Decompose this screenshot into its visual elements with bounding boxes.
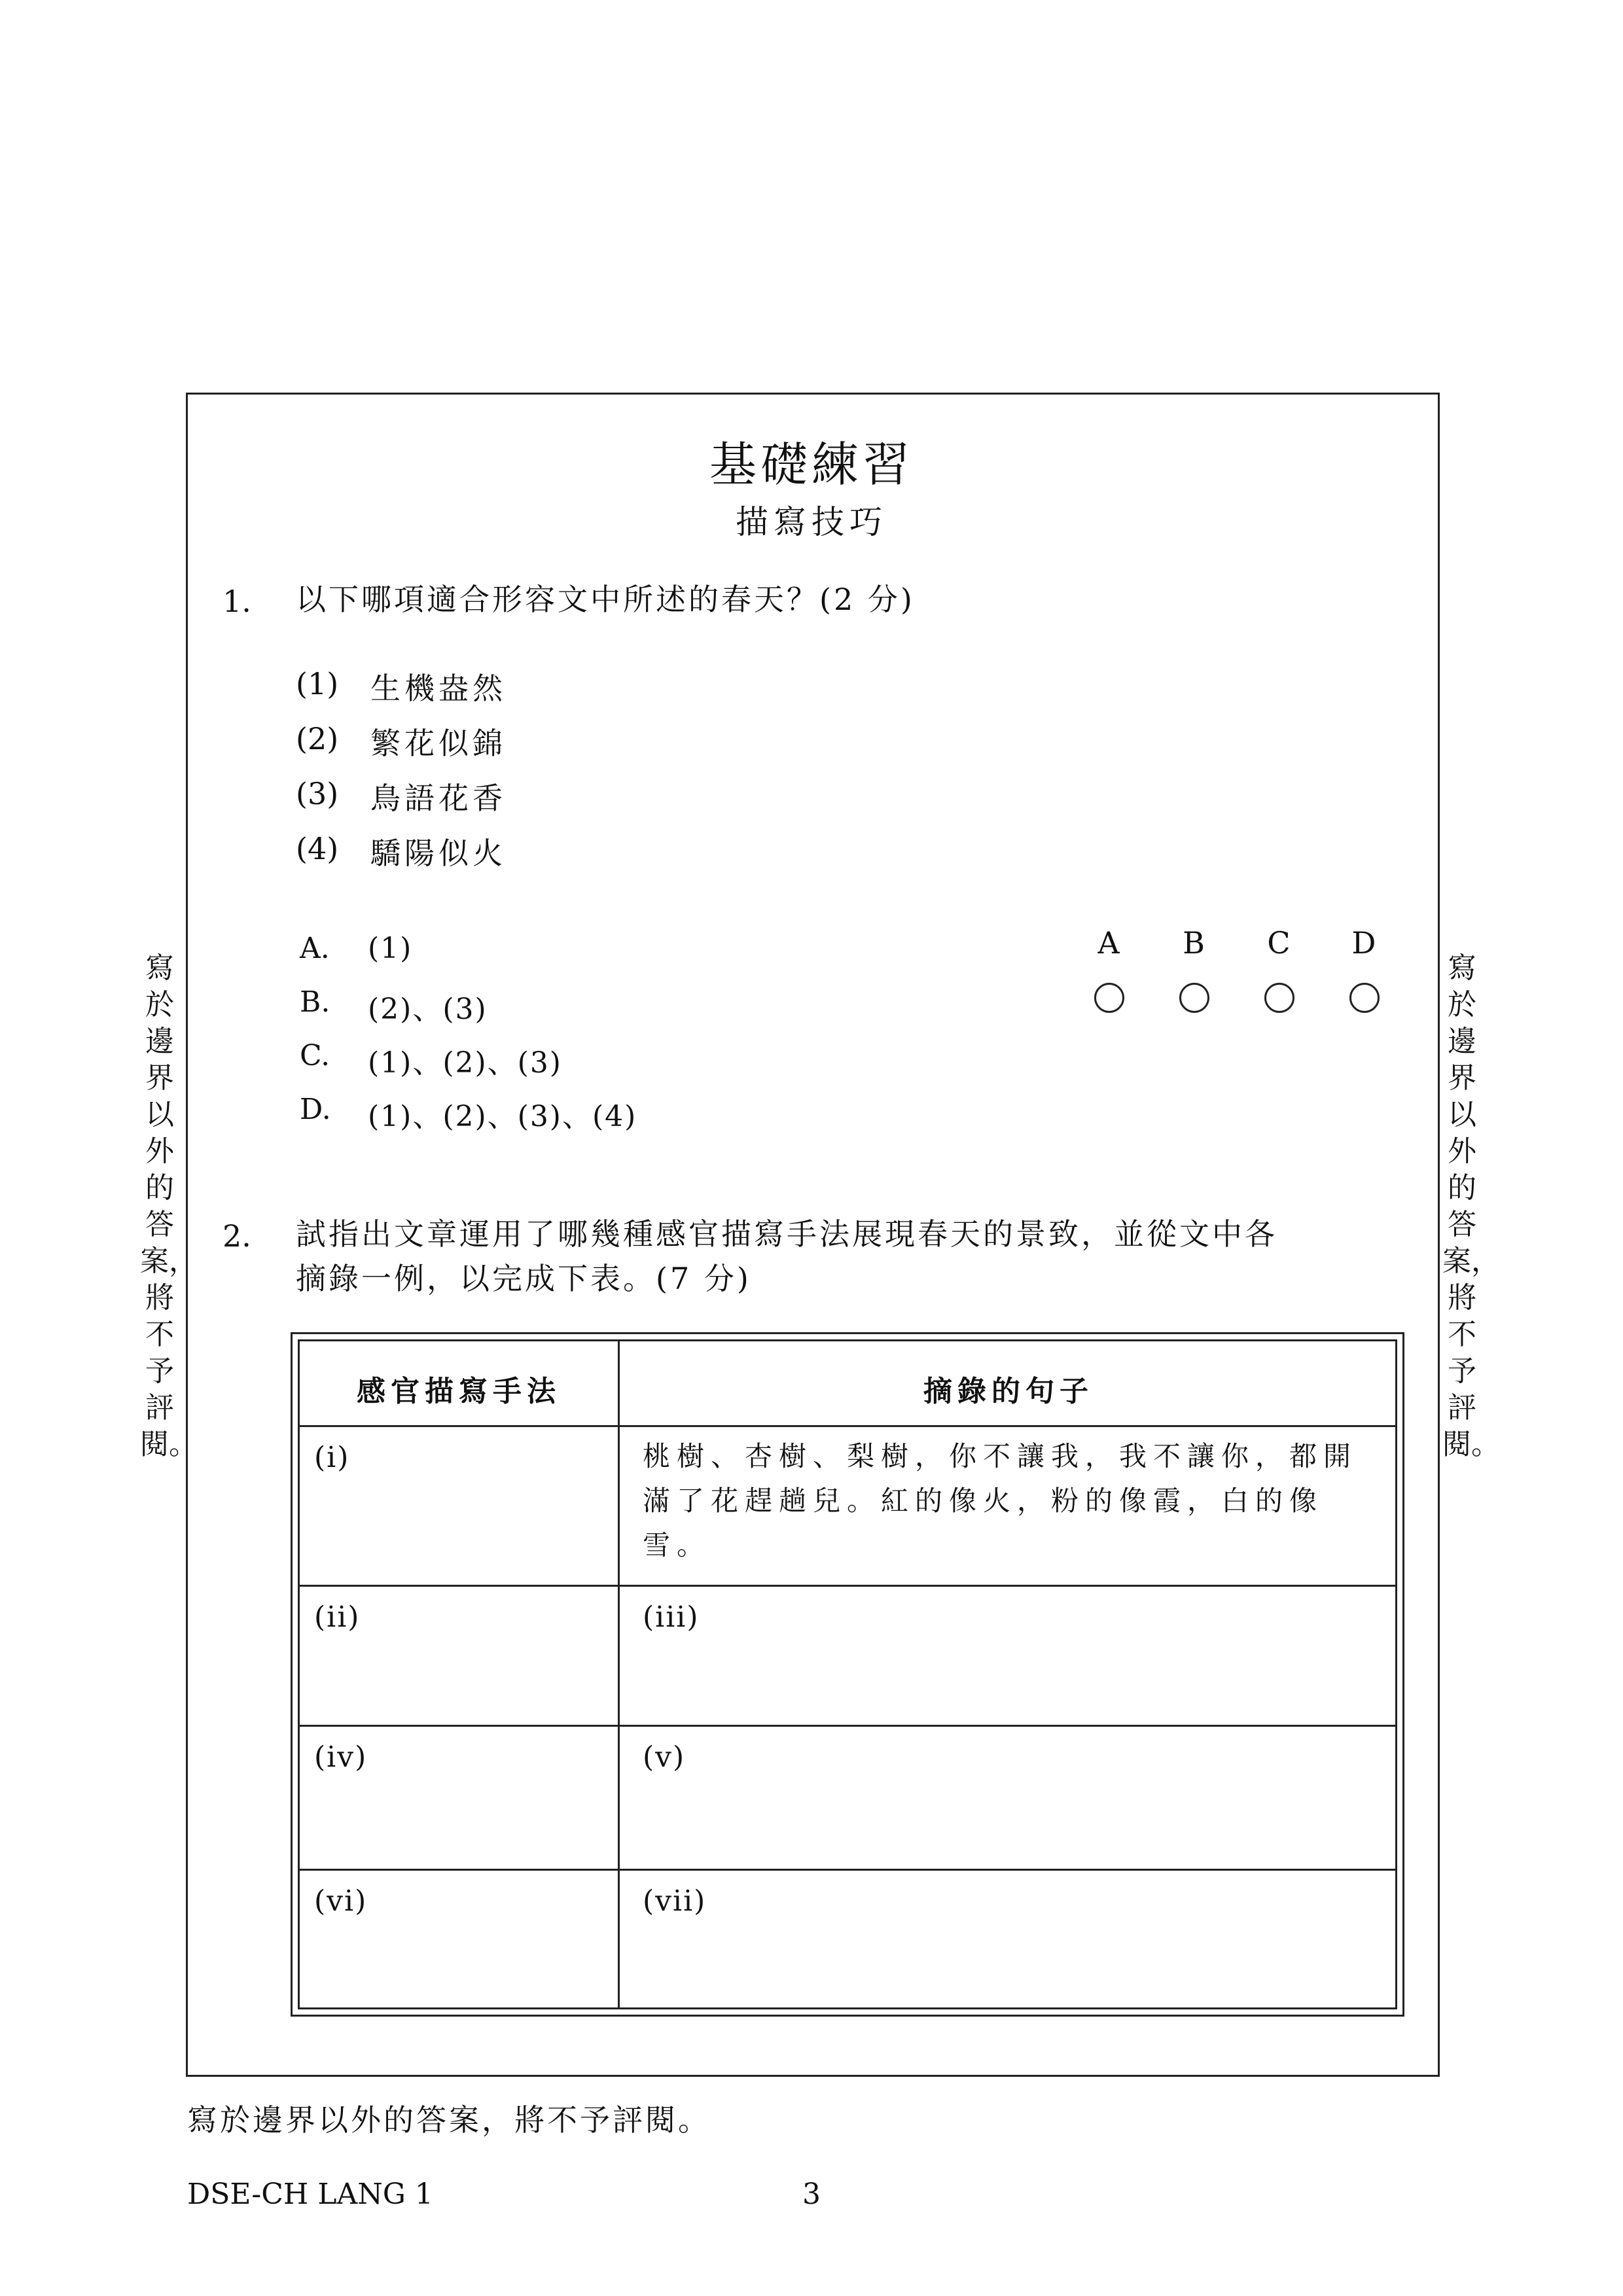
answer-table-inner — [298, 1339, 1397, 2009]
q2-number: 2. — [223, 1218, 251, 1254]
q1-choice-letter: A. — [300, 932, 330, 965]
table-cell-excerpt: 桃樹、杏樹、梨樹，你不讓我，我不讓你，都開滿了花趕趟兒。紅的像火，粉的像霞，白的像雪。 — [643, 1440, 1358, 1561]
footer-margin-note: 寫於邊界以外的答案，將不予評閱。 — [187, 2102, 711, 2138]
q1-choice-text: (1)、(2)、(3) — [368, 1046, 562, 1080]
table-row-divider — [300, 1869, 1395, 1871]
table-cell-technique[interactable]: (ii) — [314, 1600, 361, 1634]
q1-option-num: (4) — [296, 831, 339, 866]
q1-option-text: 驕陽似火 — [370, 836, 507, 871]
q1-choice-text: (1) — [368, 932, 413, 965]
q1-option-num: (2) — [296, 721, 339, 756]
q1-option-num: (3) — [296, 776, 339, 811]
bubble-label-d: D — [1351, 925, 1376, 961]
table-cell-excerpt[interactable]: (iii) — [643, 1600, 700, 1634]
table-cell-technique: (i) — [314, 1441, 350, 1474]
table-row-divider — [300, 1425, 1395, 1427]
q1-number: 1. — [223, 584, 251, 619]
q1-option-text: 生機盎然 — [370, 671, 507, 706]
table-row-divider — [300, 1725, 1395, 1727]
q1-choice-text: (2)、(3) — [368, 993, 488, 1026]
q1-choice-letter: B. — [300, 985, 330, 1019]
table-column-divider — [618, 1341, 620, 2007]
margin-note-right: 寫於邊界以外的答案，將不予評閱。 — [1442, 951, 1500, 1461]
q1-text: 以下哪項適合形容文中所述的春天？(2 分) — [296, 582, 915, 617]
table-header-excerpt: 摘錄的句子 — [923, 1375, 1094, 1408]
page-subtitle: 描寫技巧 — [736, 503, 887, 541]
margin-note-left: 寫於邊界以外的答案，將不予評閱。 — [140, 951, 198, 1461]
table-cell-technique[interactable]: (iv) — [314, 1740, 368, 1774]
table-row-divider — [300, 1585, 1395, 1587]
answer-table — [291, 1332, 1404, 2017]
table-cell-excerpt[interactable]: (vii) — [643, 1884, 707, 1918]
q1-choice-text: (1)、(2)、(3)、(4) — [368, 1100, 637, 1133]
bubble-label-b: B — [1183, 925, 1205, 961]
q1-option-text: 鳥語花香 — [370, 781, 507, 816]
answer-bubble-b[interactable] — [1179, 983, 1209, 1013]
page-title: 基礎練習 — [709, 437, 914, 492]
footer-paper-code: DSE-CH LANG 1 — [187, 2178, 433, 2211]
bubble-label-c: C — [1267, 925, 1291, 961]
q1-choice-letter: D. — [300, 1093, 331, 1126]
answer-bubble-d[interactable] — [1349, 983, 1380, 1013]
q1-option-text: 繁花似錦 — [370, 726, 507, 761]
answer-bubble-c[interactable] — [1264, 983, 1294, 1013]
table-cell-excerpt[interactable]: (v) — [643, 1740, 686, 1774]
footer-page-number: 3 — [802, 2178, 821, 2211]
q1-option-num: (1) — [296, 666, 339, 701]
q2-text-line1: 試指出文章運用了哪幾種感官描寫手法展現春天的景致，並從文中各 — [296, 1216, 1277, 1252]
q2-text-line2: 摘錄一例，以完成下表。(7 分) — [296, 1261, 751, 1296]
table-cell-technique[interactable]: (vi) — [314, 1884, 368, 1918]
table-header-technique: 感官描寫手法 — [357, 1375, 561, 1408]
bubble-label-a: A — [1097, 925, 1120, 961]
answer-bubble-a[interactable] — [1094, 983, 1124, 1013]
q1-choice-letter: C. — [300, 1039, 330, 1072]
